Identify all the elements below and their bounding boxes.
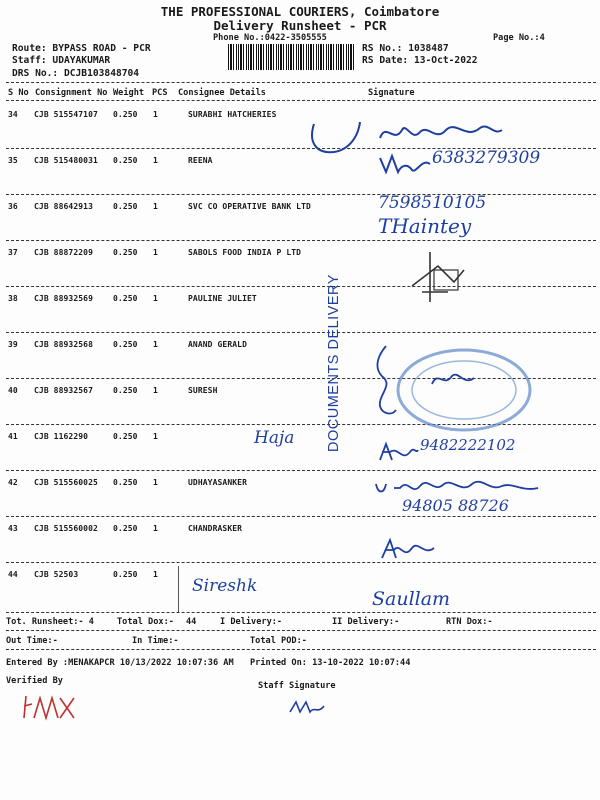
row-sno: 36 (8, 202, 18, 211)
row-divider (6, 194, 596, 195)
signature-40 (430, 368, 480, 390)
row-weight: 0.250 (113, 386, 138, 395)
handwritten-phone-41: 9482222102 (420, 436, 516, 454)
row-weight: 0.250 (113, 156, 138, 165)
divider (6, 630, 596, 631)
handwritten-name-41: Haja (254, 428, 295, 448)
row-pcs: 1 (153, 478, 158, 487)
row-sno: 35 (8, 156, 18, 165)
row-sno: 44 (8, 570, 18, 579)
handwritten-number-36: 7598510105 (378, 193, 487, 213)
col-consignee: Consignee Details (178, 88, 266, 98)
handwritten-name-36: THaintey (378, 214, 472, 238)
row-weight: 0.250 (113, 340, 138, 349)
row-weight: 0.250 (113, 110, 138, 119)
row-consignment: CJB 88642913 (34, 202, 93, 211)
row-sno: 41 (8, 432, 18, 441)
phone-number: Phone No.:0422-3505555 (213, 33, 327, 43)
divider (6, 82, 596, 83)
col-consignment: Consignment No (35, 88, 108, 98)
row-consignment: CJB 52503 (34, 570, 79, 579)
verifier-signature (20, 690, 80, 724)
staff: Staff: UDAYAKUMAR (12, 55, 111, 66)
page-number: Page No.:4 (493, 33, 545, 43)
row-consignment: CJB 515480031 (34, 156, 98, 165)
staff-signature (288, 698, 328, 718)
route: Route: BYPASS ROAD - PCR (12, 43, 151, 54)
col-weight: Weight (113, 88, 145, 98)
total-pod: Total POD:- (250, 636, 307, 646)
row-divider (6, 240, 596, 241)
row-weight: 0.250 (113, 524, 138, 533)
row-consignee: PAULINE JULIET (188, 294, 257, 303)
handwritten-phone-35: 6383279309 (432, 148, 541, 168)
handwritten-phone-42: 94805 88726 (402, 496, 509, 515)
stamp-oval (394, 344, 534, 436)
row-divider (6, 562, 596, 563)
signature-41 (376, 440, 420, 466)
row-divider (6, 516, 596, 517)
handwritten-mark (300, 118, 380, 160)
row-weight: 0.250 (113, 478, 138, 487)
printed-on: Printed On: 13-10-2022 10:07:44 (250, 658, 411, 668)
signature-43 (378, 534, 438, 566)
row-pcs: 1 (153, 156, 158, 165)
row-pcs: 1 (153, 110, 158, 119)
rs-date: RS Date: 13-Oct-2022 (362, 55, 478, 66)
row-divider (6, 286, 596, 287)
divider (6, 649, 596, 650)
row-pcs: 1 (153, 340, 158, 349)
col-sno: S No (8, 88, 29, 98)
row-sno: 42 (8, 478, 18, 487)
stamp-documents-delivery: DOCUMENTS DELIVERY (326, 274, 342, 452)
row-consignment: CJB 88932569 (34, 294, 93, 303)
barcode (228, 44, 356, 70)
verified-by: Verified By (6, 676, 63, 686)
col-signature: Signature (368, 88, 415, 98)
total-runsheet: Tot. Runsheet:- 4 (6, 617, 94, 627)
row-consignment: CJB 515547107 (34, 110, 98, 119)
row-consignee: SABOLS FOOD INDIA P LTD (188, 248, 302, 257)
handwritten-sign-44: Saullam (372, 588, 451, 610)
row-sno: 38 (8, 294, 18, 303)
second-delivery: II Delivery:- (332, 617, 400, 627)
rtn-dox: RTN Dox:- (446, 617, 493, 627)
row-consignment: CJB 515560002 (34, 524, 98, 533)
out-time: Out Time:- (6, 636, 58, 646)
col-pcs: PCS (152, 88, 168, 98)
signature-37 (408, 246, 468, 306)
drs-number: DRS No.: DCJB103848704 (12, 68, 140, 79)
signature-box-edge (178, 566, 179, 612)
signature-34 (376, 118, 506, 148)
row-consignee: SURABHI HATCHERIES (188, 110, 277, 119)
row-sno: 40 (8, 386, 18, 395)
sheet-title: Delivery Runsheet - PCR (213, 18, 387, 33)
entered-by: Entered By :MENAKAPCR 10/13/2022 10:07:36 AM (6, 658, 234, 668)
rs-number: RS No.: 1038487 (362, 43, 449, 54)
row-consignee: UDHAYASANKER (188, 478, 247, 487)
row-consignee: CHANDRASKER (188, 524, 243, 533)
row-pcs: 1 (153, 432, 158, 441)
row-weight: 0.250 (113, 202, 138, 211)
row-pcs: 1 (153, 294, 158, 303)
company-title: THE PROFESSIONAL COURIERS, Coimbatore (160, 4, 440, 19)
signature-38-40 (370, 340, 400, 420)
row-sno: 37 (8, 248, 18, 257)
total-dox-value: 44 (186, 617, 197, 627)
row-consignment: CJB 88932568 (34, 340, 93, 349)
row-consignee: SURESH (188, 386, 218, 395)
row-pcs: 1 (153, 570, 158, 579)
row-consignee: ANAND GERALD (188, 340, 247, 349)
row-sno: 43 (8, 524, 18, 533)
handwritten-name-44: Sireshk (192, 576, 258, 596)
row-pcs: 1 (153, 386, 158, 395)
row-sno: 34 (8, 110, 18, 119)
row-consignment: CJB 88932567 (34, 386, 93, 395)
row-weight: 0.250 (113, 294, 138, 303)
row-weight: 0.250 (113, 248, 138, 257)
row-consignee: SVC CO OPERATIVE BANK LTD (188, 202, 311, 211)
divider (6, 612, 596, 613)
row-divider (6, 332, 596, 333)
first-delivery: I Delivery:- (220, 617, 283, 627)
row-consignment: CJB 515560025 (34, 478, 98, 487)
total-dox-label: Total Dox:- (117, 617, 174, 627)
row-pcs: 1 (153, 524, 158, 533)
row-consignee: REENA (188, 156, 213, 165)
row-sno: 39 (8, 340, 18, 349)
row-consignment: CJB 88872209 (34, 248, 93, 257)
row-divider (6, 470, 596, 471)
row-consignment: CJB 1162290 (34, 432, 89, 441)
row-weight: 0.250 (113, 432, 138, 441)
signature-35 (378, 150, 434, 180)
divider (6, 100, 596, 101)
staff-signature-label: Staff Signature (258, 681, 336, 691)
row-pcs: 1 (153, 202, 158, 211)
row-pcs: 1 (153, 248, 158, 257)
in-time: In Time:- (132, 636, 179, 646)
row-weight: 0.250 (113, 570, 138, 579)
